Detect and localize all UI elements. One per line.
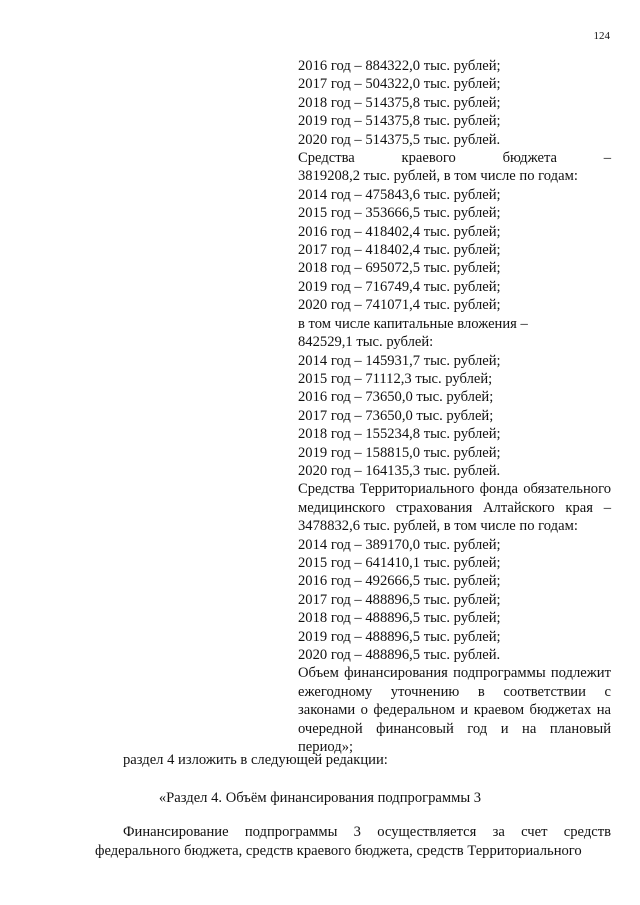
year-line: 2019 год – 488896,5 тыс. рублей; [298, 628, 501, 645]
page-number: 124 [593, 30, 610, 42]
regional-years-list [298, 186, 611, 315]
year-line: 2016 год – 73650,0 тыс. рублей; [298, 389, 494, 406]
year-line: 2017 год – 418402,4 тыс. рублей; [298, 242, 501, 259]
year-line: 2018 год – 155234,8 тыс. рублей; [298, 426, 501, 443]
capital-investment-total: 842529,1 тыс. рублей: [298, 334, 434, 351]
body-paragraph: Финансирование подпрограммы 3 осуществляется за счет средств федерального бюджета, средств краевого бюджета, средств Территориального [95, 824, 611, 859]
section-heading: «Раздел 4. Объём финансирования подпрограммы 3 [158, 790, 482, 806]
year-line: 2019 год – 716749,4 тыс. рублей; [298, 278, 501, 295]
year-line: 2014 год – 475843,6 тыс. рублей; [298, 186, 501, 203]
insurance-fund-paragraph: Средства Территориального фонда обязательного медицинского страхования Алтайского края – 3478832,6 тыс. рублей, в том числе по годам: [298, 481, 611, 535]
amendment-instruction: раздел 4 изложить в следующей редакции: [123, 752, 388, 768]
funding-clarification-paragraph: Объем финансирования подпрограммы подлежит ежегодному уточнению в соответствии с законами о федеральном и краевом бюджетах на очередной финансовый год и на плановый период»; [298, 665, 611, 756]
year-line: 2018 год – 514375,8 тыс. рублей; [298, 94, 501, 111]
capital-years-list [298, 352, 611, 481]
year-line: 2019 год – 514375,8 тыс. рублей; [298, 113, 501, 130]
year-line: 2020 год – 514375,5 тыс. рублей. [298, 131, 501, 148]
year-line: 2017 год – 488896,5 тыс. рублей; [298, 591, 501, 608]
year-line: 2020 год – 164135,3 тыс. рублей. [298, 462, 501, 479]
year-line: 2016 год – 418402,4 тыс. рублей; [298, 223, 501, 240]
year-line: 2019 год – 158815,0 тыс. рублей; [298, 444, 501, 461]
year-line: 2020 год – 488896,5 тыс. рублей. [298, 647, 501, 663]
funding-column [298, 57, 611, 756]
year-line: 2015 год – 71112,3 тыс. рублей; [298, 370, 493, 387]
regional-budget-total: 3819208,2 тыс. рублей, в том числе по годам: [298, 168, 578, 185]
capital-investment-intro: в том числе капитальные вложения – [298, 315, 528, 332]
year-line: 2017 год – 504322,0 тыс. рублей; [298, 76, 501, 93]
year-line: 2018 год – 695072,5 тыс. рублей; [298, 260, 501, 277]
insurance-fund-years-list [298, 536, 611, 665]
year-line: 2017 год – 73650,0 тыс. рублей; [298, 407, 494, 424]
year-line: 2016 год – 884322,0 тыс. рублей; [298, 58, 501, 74]
year-line: 2014 год – 145931,7 тыс. рублей; [298, 352, 501, 369]
year-line: 2016 год – 492666,5 тыс. рублей; [298, 573, 501, 590]
year-line: 2015 год – 353666,5 тыс. рублей; [298, 205, 501, 222]
year-line: 2014 год – 389170,0 тыс. рублей; [298, 536, 501, 553]
federal-years-list [298, 57, 611, 149]
year-line: 2018 год – 488896,5 тыс. рублей; [298, 610, 501, 627]
year-line: 2015 год – 641410,1 тыс. рублей; [298, 554, 501, 571]
regional-budget-intro: Средства краевого бюджета – [298, 150, 611, 167]
year-line: 2020 год – 741071,4 тыс. рублей; [298, 297, 501, 314]
